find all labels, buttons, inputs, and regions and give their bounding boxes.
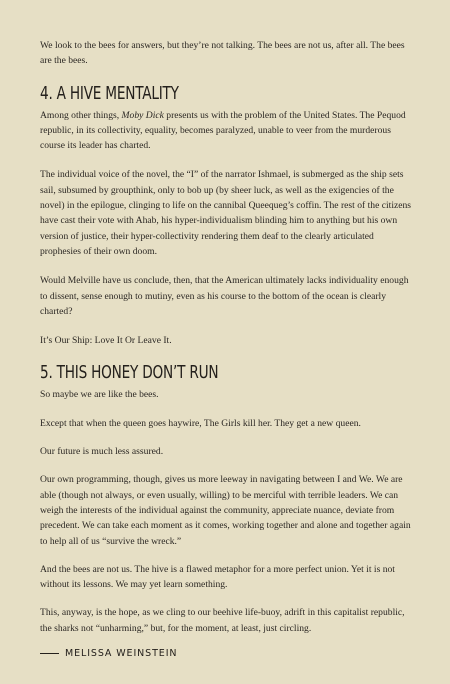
author-signature [40, 646, 416, 661]
section-4-paragraph-1-lead: Among other things, [40, 109, 122, 121]
intro-paragraph: We look to the bees for answers, but they’re not talking. The bees are not us, after all. The bees are the bees. [40, 40, 405, 67]
section-5-paragraph-5: And the bees are not us. The hive is a flawed metaphor for a more perfect union. Yet it is not without its lessons. We may yet learn something. [40, 563, 395, 591]
section-5-paragraph-2: Except that when the queen goes haywire, The Girls kill her. They get a new queen. [40, 417, 361, 429]
section-4-paragraph-1 [40, 108, 416, 154]
essay-page [40, 38, 416, 661]
section-4-paragraph-4: It’s Our Ship: Love It Or Leave It. [40, 335, 172, 347]
section-4-paragraph-3: Would Melville have us conclude, then, that the American ultimately lacks individuality enough to dissent, sense enough to mutiny, even as his course to the bottom of the ocean is clearly charted? [40, 275, 409, 317]
section-5-paragraph-1: So maybe we are like the bees. [40, 389, 159, 401]
section-5-paragraph-6: This, anyway, is the hope, as we cling to our beehive life-buoy, adrift in this capitalist republic, the sharks not “unharming,” but, for the moment, at least, just circling. [40, 607, 405, 634]
section-4-paragraph-2: The individual voice of the novel, the “I” of the narrator Ishmael, is submerged as the ship sets sail, subsumed by groupthink, only to bob up (by sheer luck, as well as the exigencies of the novel) in the epilogue, clinging to life on the cannibal Queequeg’s coffin. The rest of the citizens have cast their vote with Ahab, his hyper-individualism blinding him to anything but his own version of justice, their hyper-collectivity rendering them deaf to the clearly articulated prophesies of their own doom. [40, 169, 412, 257]
section-4-paragraph-1-rest: presents us with the problem of the United States. The Pequod republic, in its collectivity, equality, becomes paralyzed, unable to veer from the murderous course its leader has charted. [40, 109, 406, 152]
section-5-heading: 5. THIS HONEY DON’T RUN [40, 363, 219, 384]
em-dash-rule [40, 653, 59, 654]
book-title: Moby Dick [121, 109, 164, 121]
section-5-paragraph-3: Our future is much less assured. [40, 446, 164, 458]
author-name: MELISSA WEINSTEIN [65, 648, 178, 660]
section-5-paragraph-4: Our own programming, though, gives us more leeway in navigating between I and We. We are able (though not always, or even usually, willing) to be merciful with terrible leaders. We can weigh the interests of the individual against the community, appreciate nuance, deviate from precedent. We can take each moment as it comes, working together and alone and together again to help all of us “survive the wreck.” [40, 474, 411, 547]
section-4-heading: 4. A HIVE MENTALITY [40, 83, 179, 104]
